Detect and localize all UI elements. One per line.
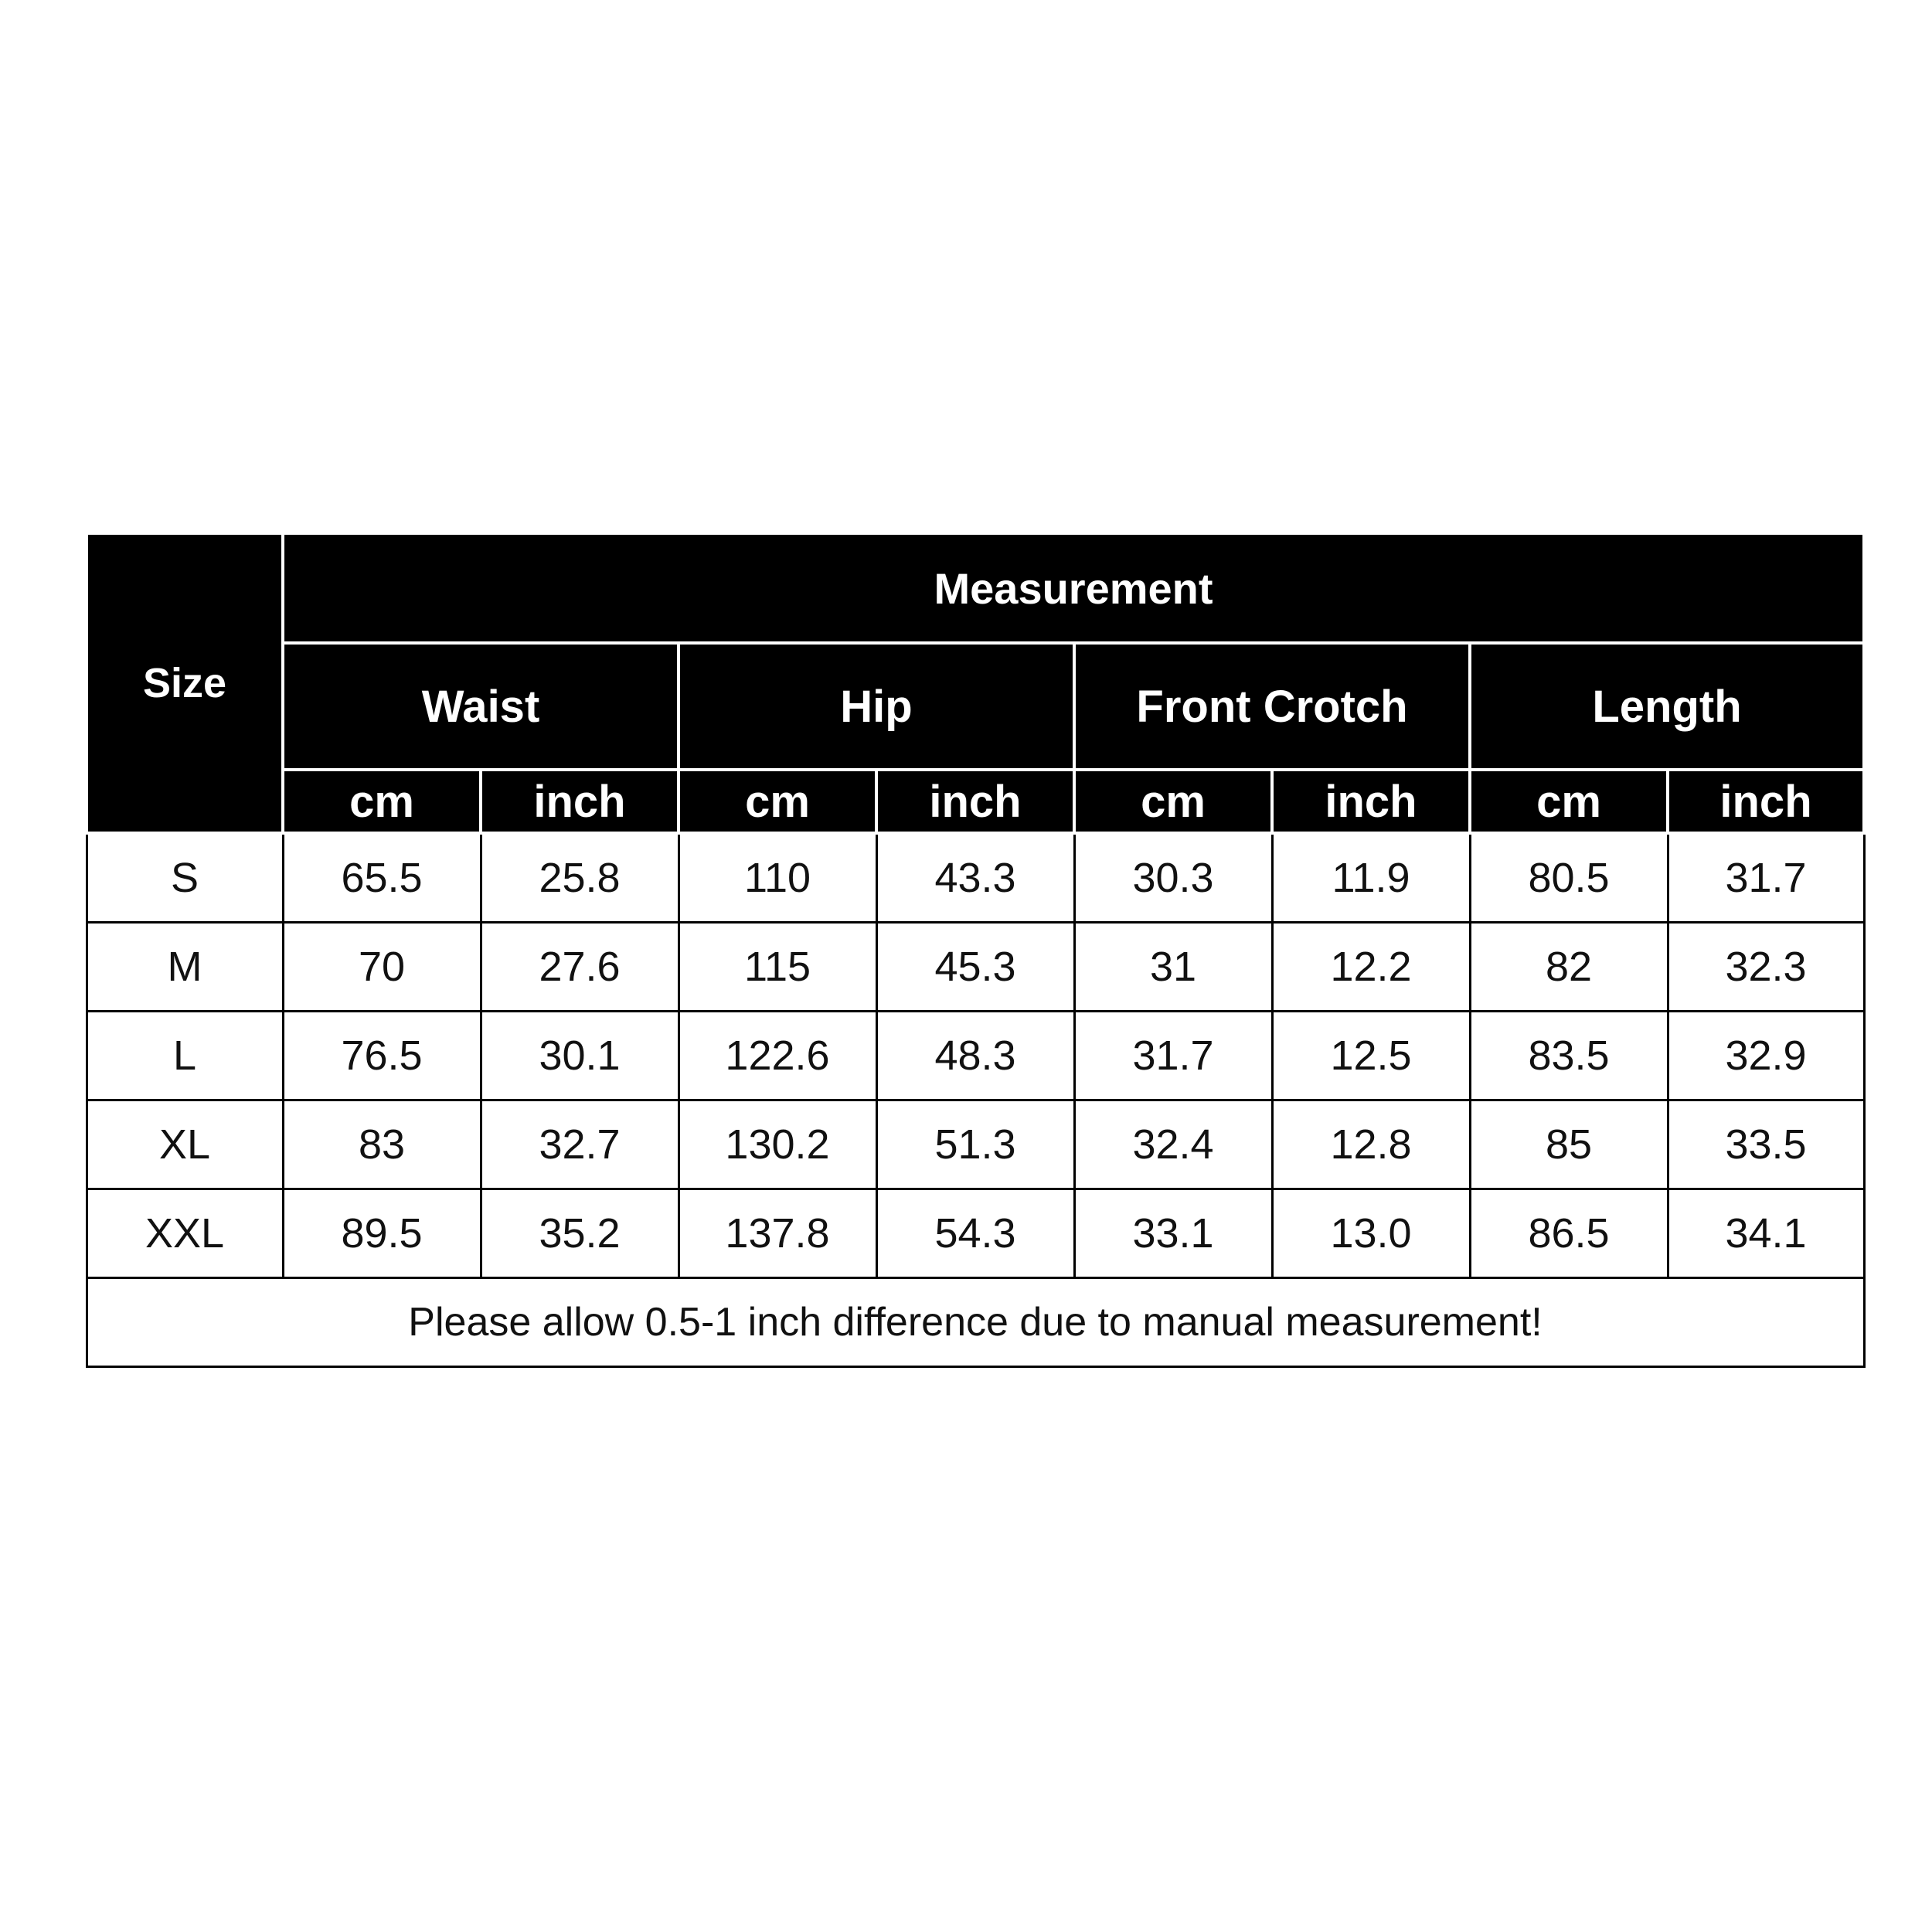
value-cell: 12.5 (1272, 1011, 1470, 1100)
value-cell: 30.1 (481, 1011, 679, 1100)
value-cell: 13.0 (1272, 1189, 1470, 1277)
group-header-hip: Hip (679, 643, 1074, 770)
table-row-xxl (87, 1189, 1864, 1277)
size-cell: S (87, 833, 283, 922)
table-row-s (87, 833, 1864, 922)
value-cell: 12.8 (1272, 1100, 1470, 1189)
value-cell: 34.1 (1668, 1189, 1864, 1277)
value-cell: 137.8 (679, 1189, 876, 1277)
unit-header-crotch-cm: cm (1074, 770, 1272, 833)
value-cell: 33.5 (1668, 1100, 1864, 1189)
value-cell: 51.3 (876, 1100, 1074, 1189)
value-cell: 32.4 (1074, 1100, 1272, 1189)
value-cell: 130.2 (679, 1100, 876, 1189)
value-cell: 43.3 (876, 833, 1074, 922)
measurement-note: Please allow 0.5-1 inch difference due to manual measurement! (87, 1277, 1864, 1366)
table-row-l (87, 1011, 1864, 1100)
value-cell: 54.3 (876, 1189, 1074, 1277)
value-cell: 83.5 (1470, 1011, 1668, 1100)
header-row-measurement (87, 533, 1864, 643)
size-cell: M (87, 922, 283, 1011)
value-cell: 31.7 (1668, 833, 1864, 922)
value-cell: 122.6 (679, 1011, 876, 1100)
unit-header-length-cm: cm (1470, 770, 1668, 833)
header-row-groups (87, 643, 1864, 770)
unit-header-waist-cm: cm (283, 770, 481, 833)
value-cell: 30.3 (1074, 833, 1272, 922)
table-row-m (87, 922, 1864, 1011)
value-cell: 48.3 (876, 1011, 1074, 1100)
size-cell: L (87, 1011, 283, 1100)
note-row (87, 1277, 1864, 1366)
size-column-header: Size (87, 533, 283, 833)
value-cell: 31.7 (1074, 1011, 1272, 1100)
value-cell: 35.2 (481, 1189, 679, 1277)
value-cell: 76.5 (283, 1011, 481, 1100)
value-cell: 31 (1074, 922, 1272, 1011)
value-cell: 32.9 (1668, 1011, 1864, 1100)
value-cell: 86.5 (1470, 1189, 1668, 1277)
table-row-xl (87, 1100, 1864, 1189)
size-chart-table (85, 532, 1866, 1368)
value-cell: 80.5 (1470, 833, 1668, 922)
value-cell: 115 (679, 922, 876, 1011)
measurement-header: Measurement (283, 533, 1864, 643)
value-cell: 85 (1470, 1100, 1668, 1189)
unit-header-length-inch: inch (1668, 770, 1864, 833)
value-cell: 83 (283, 1100, 481, 1189)
value-cell: 82 (1470, 922, 1668, 1011)
value-cell: 110 (679, 833, 876, 922)
group-header-length: Length (1470, 643, 1864, 770)
unit-header-waist-inch: inch (481, 770, 679, 833)
value-cell: 11.9 (1272, 833, 1470, 922)
value-cell: 45.3 (876, 922, 1074, 1011)
value-cell: 32.3 (1668, 922, 1864, 1011)
value-cell: 27.6 (481, 922, 679, 1011)
value-cell: 65.5 (283, 833, 481, 922)
group-header-front-crotch: Front Crotch (1074, 643, 1470, 770)
size-cell: XXL (87, 1189, 283, 1277)
group-header-waist: Waist (283, 643, 679, 770)
unit-header-hip-cm: cm (679, 770, 876, 833)
value-cell: 70 (283, 922, 481, 1011)
value-cell: 32.7 (481, 1100, 679, 1189)
unit-header-hip-inch: inch (876, 770, 1074, 833)
value-cell: 33.1 (1074, 1189, 1272, 1277)
size-cell: XL (87, 1100, 283, 1189)
value-cell: 89.5 (283, 1189, 481, 1277)
header-row-units (87, 770, 1864, 833)
value-cell: 25.8 (481, 833, 679, 922)
value-cell: 12.2 (1272, 922, 1470, 1011)
unit-header-crotch-inch: inch (1272, 770, 1470, 833)
